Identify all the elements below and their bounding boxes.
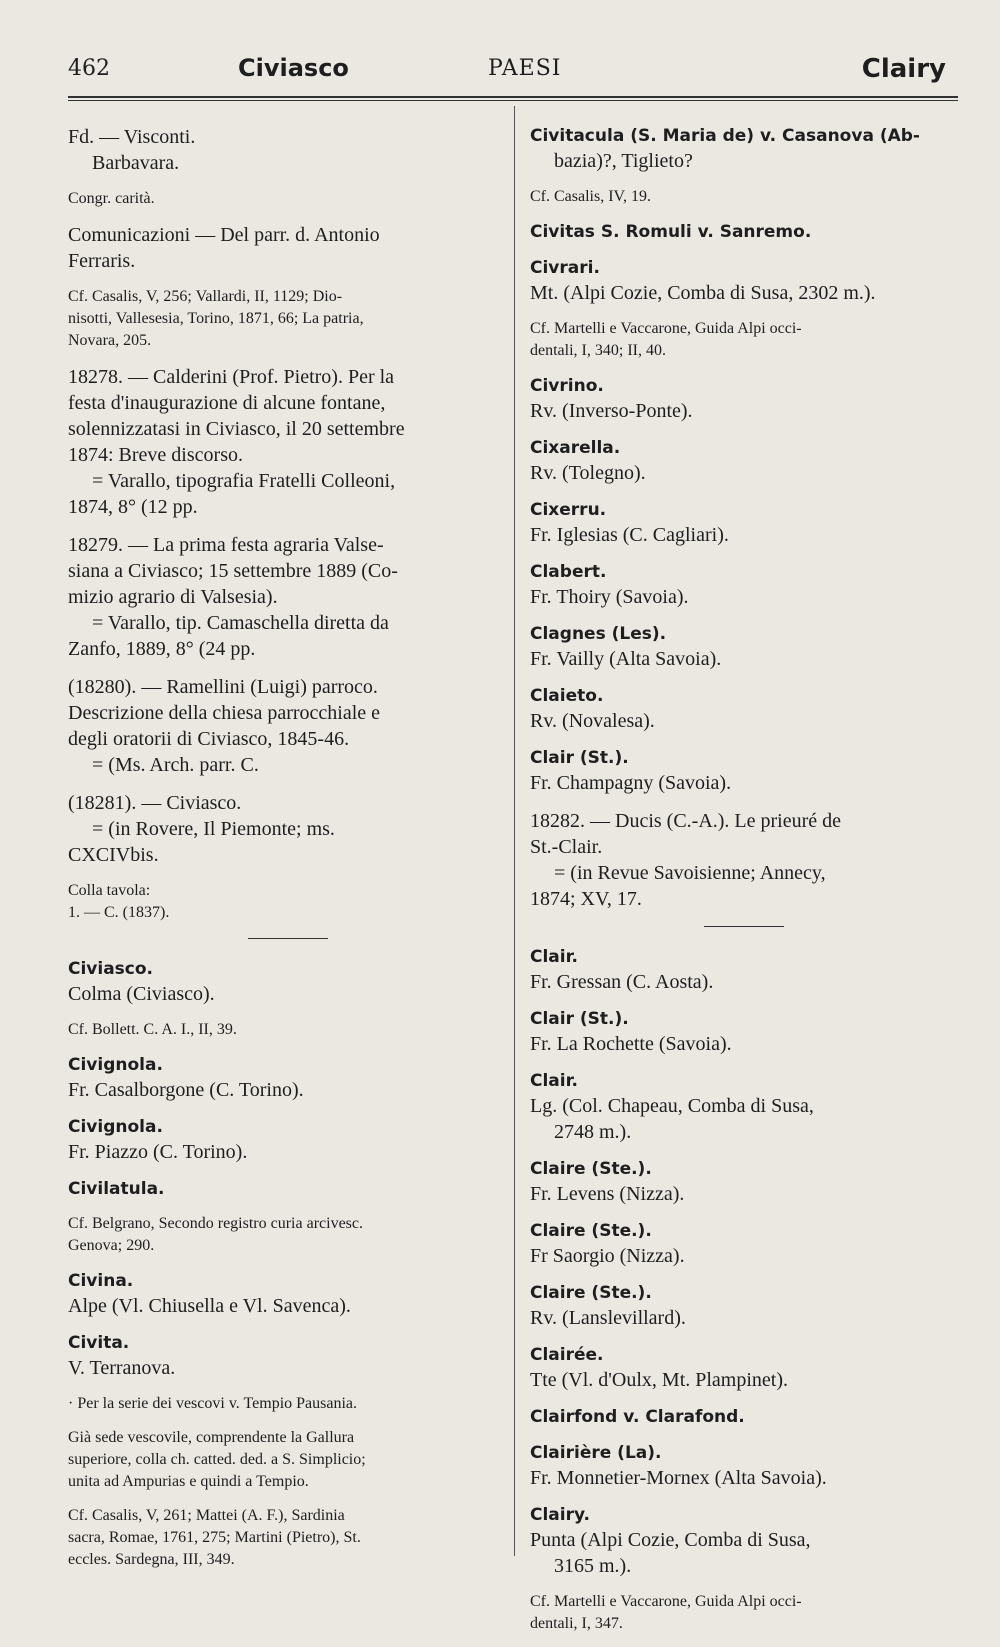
entry-line: Fr. Levens (Nizza). (530, 1183, 685, 1205)
entry-headword: Clair (St.). (530, 1009, 629, 1029)
entry-headword: Civrari. (530, 258, 600, 278)
entry-headword: Claieto. (530, 686, 604, 706)
section-separator (704, 926, 784, 927)
entry-headword: Cixarella. (530, 438, 621, 458)
entry-headword: Civitacula (S. Maria de) v. Casanova (Ab- (530, 126, 920, 146)
entry-line: Fd. — Visconti. (68, 126, 196, 148)
entry-headword: Civiasco. (68, 959, 154, 979)
entry-line: mizio agrario di Valsesia). (68, 586, 278, 608)
left-headword: Civiasco (238, 54, 349, 82)
entry-headword: Clairy. (530, 1505, 590, 1525)
entry-line: = (in Rovere, Il Piemonte; ms. (92, 818, 335, 840)
entry-headword: Clagnes (Les). (530, 624, 667, 644)
dictionary-entry (68, 1177, 508, 1201)
dictionary-entry (68, 1053, 508, 1103)
entry-line: dentali, I, 340; II, 40. (530, 342, 666, 359)
dictionary-entry (68, 674, 508, 778)
dictionary-entry (68, 124, 508, 176)
entry-line: Rv. (Inverso-Ponte). (530, 400, 693, 422)
dictionary-entry (530, 1281, 958, 1331)
dictionary-entry (68, 1331, 508, 1381)
entry-line: Cf. Casalis, IV, 19. (530, 188, 652, 205)
entry-line: Barbavara. (92, 152, 180, 174)
entry-line: Tte (Vl. d'Oulx, Mt. Plampinet). (530, 1369, 789, 1391)
dictionary-entry (530, 220, 958, 244)
entry-headword: Clair (St.). (530, 748, 629, 768)
entry-headword: Civina. (68, 1271, 134, 1291)
dictionary-entry (530, 1441, 958, 1491)
entry-line: 1. — C. (1837). (68, 904, 170, 921)
entry-line: (18280). — Ramellini (Luigi) parroco. (68, 676, 378, 698)
entry-line: 18278. — Calderini (Prof. Pietro). Per la (68, 366, 395, 388)
dictionary-entry (68, 1393, 508, 1415)
left-column (68, 124, 508, 1583)
entry-line: Cf. Martelli e Vaccarone, Guida Alpi occi- (530, 320, 802, 337)
entry-headword: Clair. (530, 947, 579, 967)
section-title: PAESI (488, 56, 562, 81)
entry-line: Fr. Monnetier-Mornex (Alta Savoia). (530, 1467, 827, 1489)
entry-line: degli oratorii di Civiasco, 1845-46. (68, 728, 350, 750)
entry-line: Ferraris. (68, 250, 136, 272)
entry-line: = (in Revue Savoisienne; Annecy, (554, 862, 826, 884)
entry-line: Colla tavola: (68, 882, 151, 899)
dictionary-entry (530, 746, 958, 796)
entry-line: CXCIVbis. (68, 844, 159, 866)
dictionary-entry (530, 1591, 958, 1635)
entry-line: Descrizione della chiesa parrocchiale e (68, 702, 381, 724)
entry-line: Mt. (Alpi Cozie, Comba di Susa, 2302 m.). (530, 282, 876, 304)
right-column (530, 124, 958, 1647)
dictionary-entry (530, 498, 958, 548)
entry-headword: Civitas S. Romuli v. Sanremo. (530, 222, 812, 242)
dictionary-entry (530, 622, 958, 672)
entry-line: Zanfo, 1889, 8° (24 pp. (68, 638, 256, 660)
dictionary-entry (68, 286, 508, 352)
entry-headword: Clabert. (530, 562, 607, 582)
entry-line: 1874, 8° (12 pp. (68, 496, 198, 518)
entry-line: nisotti, Vallesesia, Torino, 1871, 66; La patria, (68, 310, 364, 327)
entry-line: Alpe (Vl. Chiusella e Vl. Savenca). (68, 1295, 351, 1317)
entry-line: 18282. — Ducis (C.-A.). Le prieuré de (530, 810, 842, 832)
dictionary-entry (530, 1405, 958, 1429)
entry-headword: Cixerru. (530, 500, 607, 520)
entry-line: = Varallo, tipografia Fratelli Colleoni, (92, 470, 396, 492)
header-rule-thin (68, 100, 958, 101)
entry-line: 1874; XV, 17. (530, 888, 642, 910)
dictionary-entry (68, 1019, 508, 1041)
entry-line: Colma (Civiasco). (68, 983, 215, 1005)
entry-headword: Civita. (68, 1333, 130, 1353)
dictionary-entry (68, 1115, 508, 1165)
entry-line: · Per la serie dei vescovi v. Tempio Pausania. (68, 1395, 358, 1412)
entry-line: Fr. Champagny (Savoia). (530, 772, 732, 794)
entry-line: Fr. Piazzo (C. Torino). (68, 1141, 248, 1163)
dictionary-entry (530, 124, 958, 174)
entry-headword: Clairfond v. Clarafond. (530, 1407, 745, 1427)
dictionary-entry (530, 318, 958, 362)
entry-headword: Claire (Ste.). (530, 1283, 652, 1303)
entry-line: festa d'inaugurazione di alcune fontane, (68, 392, 386, 414)
entry-headword: Civilatula. (68, 1179, 165, 1199)
dictionary-entry (68, 532, 508, 662)
entry-headword: Clairée. (530, 1345, 604, 1365)
section-separator (248, 938, 328, 939)
entry-line: V. Terranova. (68, 1357, 176, 1379)
entry-line: Già sede vescovile, comprendente la Gallura (68, 1429, 355, 1446)
entry-line: siana a Civiasco; 15 settembre 1889 (Co- (68, 560, 398, 582)
dictionary-entry (68, 957, 508, 1007)
entry-headword: Clairière (La). (530, 1443, 662, 1463)
dictionary-entry (68, 1505, 508, 1571)
entry-line: 1874: Breve discorso. (68, 444, 243, 466)
dictionary-entry (530, 256, 958, 306)
dictionary-entry (68, 880, 508, 924)
entry-line: sacra, Romae, 1761, 275; Martini (Pietro), St. (68, 1529, 361, 1546)
entry-line: solennizzatasi in Civiasco, il 20 settembre (68, 418, 405, 440)
dictionary-entry (68, 188, 508, 210)
dictionary-entry (530, 684, 958, 734)
dictionary-entry (530, 1503, 958, 1579)
dictionary-entry (530, 436, 958, 486)
entry-line: 2748 m.). (554, 1121, 632, 1143)
dictionary-entry (530, 1219, 958, 1269)
entry-line: Fr. Iglesias (C. Cagliari). (530, 524, 729, 546)
entry-line: Rv. (Tolegno). (530, 462, 646, 484)
entry-line: bazia)?, Tiglieto? (554, 150, 693, 172)
entry-line: dentali, I, 347. (530, 1615, 623, 1632)
dictionary-entry (530, 945, 958, 995)
entry-headword: Claire (Ste.). (530, 1159, 652, 1179)
dictionary-entry (530, 374, 958, 424)
entry-line: = (Ms. Arch. parr. C. (92, 754, 259, 776)
entry-line: Fr. Vailly (Alta Savoia). (530, 648, 722, 670)
dictionary-entry (68, 1213, 508, 1257)
entry-line: Fr. Gressan (C. Aosta). (530, 971, 714, 993)
entry-headword: Clair. (530, 1071, 579, 1091)
entry-line: Novara, 205. (68, 332, 152, 349)
entry-line: Fr Saorgio (Nizza). (530, 1245, 685, 1267)
entry-line: St.-Clair. (530, 836, 603, 858)
entry-headword: Civrino. (530, 376, 604, 396)
entry-line: (18281). — Civiasco. (68, 792, 242, 814)
dictionary-entry (530, 808, 958, 912)
entry-line: Comunicazioni — Del parr. d. Antonio (68, 224, 380, 246)
dictionary-entry (68, 222, 508, 274)
entry-headword: Civignola. (68, 1055, 163, 1075)
entry-line: Cf. Casalis, V, 256; Vallardi, II, 1129; Dio- (68, 288, 343, 305)
entry-line: unita ad Ampurias e quindi a Tempio. (68, 1473, 309, 1490)
entry-headword: Claire (Ste.). (530, 1221, 652, 1241)
entry-line: Fr. La Rochette (Savoia). (530, 1033, 732, 1055)
entry-line: Fr. Thoiry (Savoia). (530, 586, 689, 608)
entry-line: = Varallo, tip. Camaschella diretta da (92, 612, 389, 634)
right-headword: Clairy (861, 54, 946, 84)
entry-line: Cf. Bollett. C. A. I., II, 39. (68, 1021, 237, 1038)
header-rule (68, 96, 958, 98)
entry-line: superiore, colla ch. catted. ded. a S. Simplicio; (68, 1451, 366, 1468)
page-number: 462 (68, 56, 110, 81)
entry-line: eccles. Sardegna, III, 349. (68, 1551, 235, 1568)
entry-line: Cf. Belgrano, Secondo registro curia arcivesc. (68, 1215, 364, 1232)
entry-line: 3165 m.). (554, 1555, 632, 1577)
dictionary-entry (68, 364, 508, 520)
entry-line: Cf. Casalis, V, 261; Mattei (A. F.), Sardinia (68, 1507, 345, 1524)
dictionary-entry (530, 1069, 958, 1145)
entry-line: Fr. Casalborgone (C. Torino). (68, 1079, 304, 1101)
running-head (68, 48, 946, 98)
entry-headword: Civignola. (68, 1117, 163, 1137)
dictionary-entry (530, 1343, 958, 1393)
dictionary-entry (68, 1427, 508, 1493)
dictionary-entry (68, 1269, 508, 1319)
entry-line: Punta (Alpi Cozie, Comba di Susa, (530, 1529, 811, 1551)
entry-line: Genova; 290. (68, 1237, 155, 1254)
dictionary-entry (68, 790, 508, 868)
entry-line: Congr. carità. (68, 190, 155, 207)
entry-line: Rv. (Lanslevillard). (530, 1307, 686, 1329)
entry-line: Rv. (Novalesa). (530, 710, 655, 732)
dictionary-entry (530, 1007, 958, 1057)
entry-line: 18279. — La prima festa agraria Valse- (68, 534, 384, 556)
entry-line: Lg. (Col. Chapeau, Comba di Susa, (530, 1095, 814, 1117)
entry-line: Cf. Martelli e Vaccarone, Guida Alpi occi- (530, 1593, 802, 1610)
dictionary-entry (530, 560, 958, 610)
dictionary-entry (530, 1157, 958, 1207)
dictionary-entry (530, 186, 958, 208)
column-divider (514, 106, 515, 1556)
